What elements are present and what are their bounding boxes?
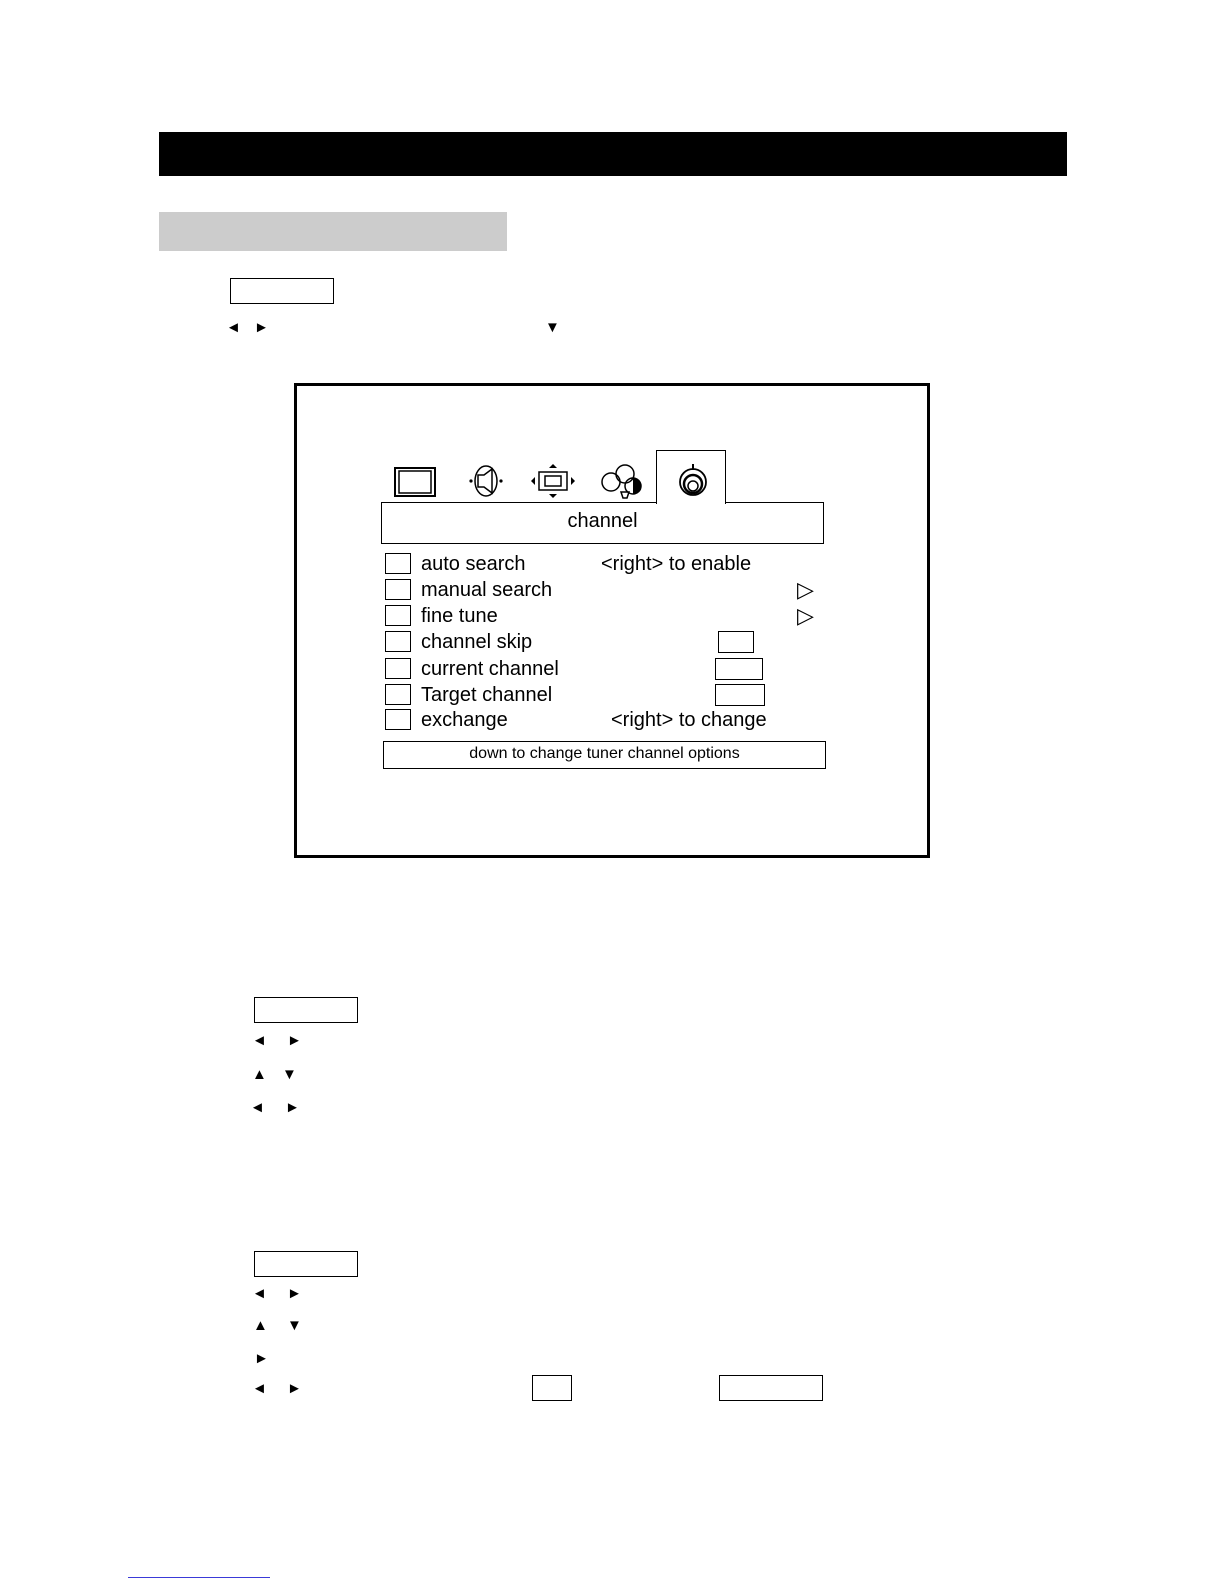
right-arrow-icon: ►: [254, 1350, 269, 1367]
menu-item-label: current channel: [421, 658, 559, 680]
right-arrow-icon: ►: [287, 1032, 302, 1049]
down-arrow-icon: ▼: [287, 1317, 302, 1334]
footer-link-underline[interactable]: [128, 1577, 270, 1578]
left-arrow-icon: ◄: [226, 319, 241, 336]
menu-item-exchange[interactable]: [385, 708, 825, 733]
exchange-icon: [385, 709, 411, 730]
submenu-arrow-icon[interactable]: ▷: [797, 577, 814, 602]
menu-item-label: auto search: [421, 553, 526, 575]
channel-number-icon: [385, 658, 411, 679]
menu-item-auto-search[interactable]: [385, 552, 825, 577]
up-arrow-icon: ▲: [253, 1317, 268, 1334]
menu-key-box: [254, 1251, 358, 1277]
menu-item-channel-skip[interactable]: [385, 630, 825, 655]
menu-item-fine-tune[interactable]: [385, 604, 825, 629]
fine-tune-icon: [385, 605, 411, 626]
menu-key-box: [719, 1375, 823, 1401]
down-arrow-icon: ▼: [545, 319, 560, 336]
small-key-box: [532, 1375, 572, 1401]
menu-item-value: <right> to change: [611, 709, 767, 731]
right-arrow-icon: ►: [287, 1285, 302, 1302]
right-arrow-icon: ►: [254, 319, 269, 336]
channel-skip-value-box[interactable]: [718, 631, 754, 653]
menu-item-target-channel[interactable]: [385, 683, 825, 708]
left-arrow-icon: ◄: [252, 1380, 267, 1397]
menu-hint: down to change tuner channel options: [383, 741, 826, 769]
menu-key-box: [254, 997, 358, 1023]
section-title-bar: [159, 212, 507, 251]
page-header-bar: [159, 132, 1067, 176]
menu-key-box: [230, 278, 334, 304]
current-channel-value-box[interactable]: [715, 658, 763, 680]
sound-tab-icon[interactable]: [468, 463, 504, 499]
search-icon: [385, 579, 411, 600]
channel-tab-icon: [676, 461, 710, 499]
submenu-arrow-icon[interactable]: ▷: [797, 603, 814, 628]
menu-item-label: manual search: [421, 579, 553, 601]
menu-item-label: fine tune: [421, 605, 498, 627]
menu-item-label: Target channel: [421, 684, 553, 706]
up-arrow-icon: ▲: [252, 1066, 267, 1083]
menu-title: channel: [381, 502, 824, 544]
search-icon: [385, 553, 411, 574]
left-arrow-icon: ◄: [252, 1285, 267, 1302]
picture-tab-icon[interactable]: [393, 466, 437, 498]
menu-item-label: channel skip: [421, 631, 533, 653]
screen-tab-icon[interactable]: [531, 463, 575, 499]
menu-item-value: <right> to enable: [601, 553, 752, 575]
target-channel-value-box[interactable]: [715, 684, 765, 706]
left-arrow-icon: ◄: [250, 1099, 265, 1116]
channel-number-icon: [385, 684, 411, 705]
setup-tab-icon[interactable]: [599, 462, 645, 500]
menu-item-current-channel[interactable]: [385, 657, 825, 682]
down-arrow-icon: ▼: [282, 1066, 297, 1083]
menu-item-label: exchange: [421, 709, 508, 731]
right-arrow-icon: ►: [287, 1380, 302, 1397]
left-arrow-icon: ◄: [252, 1032, 267, 1049]
right-arrow-icon: ►: [285, 1099, 300, 1116]
channel-skip-icon: [385, 631, 411, 652]
menu-item-manual-search[interactable]: [385, 578, 825, 603]
